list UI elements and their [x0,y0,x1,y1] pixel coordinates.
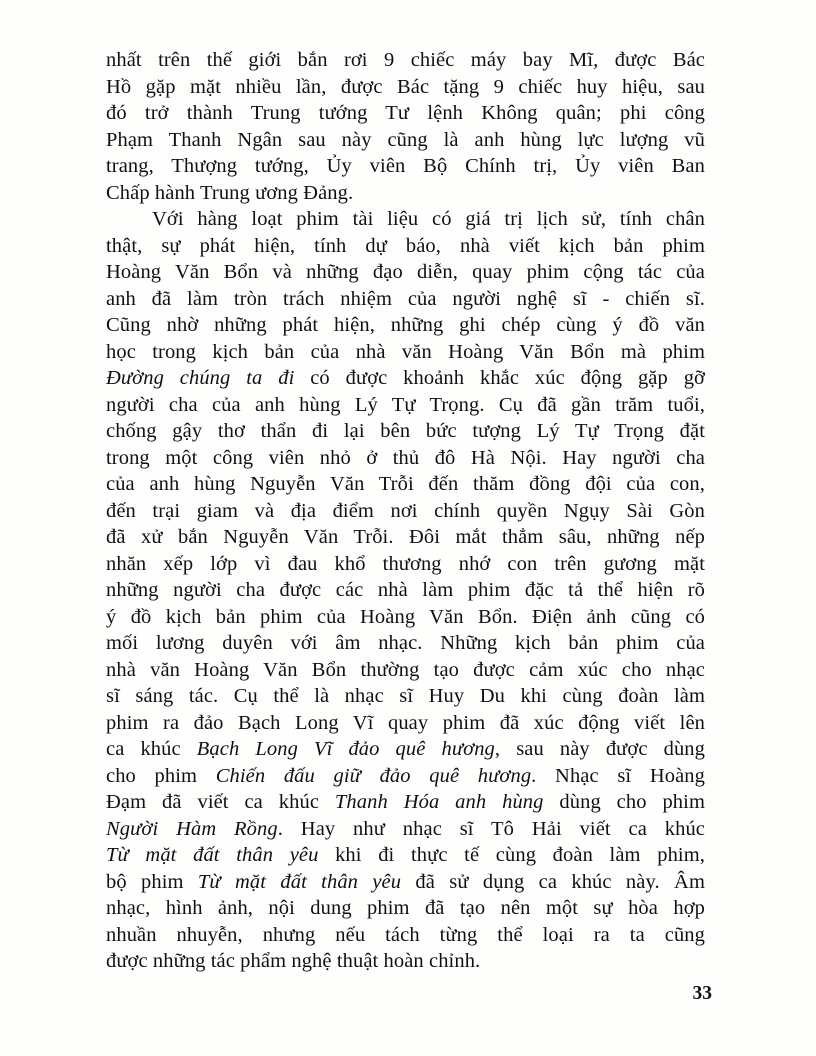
text-line [106,74,705,101]
text-run: sĩ sáng tác. Cụ thể là nhạc sĩ Huy Du khi cùng đoàn làm [106,685,705,707]
italic-text-run: Người Hàm Rồng [106,817,278,840]
text-run: đã sử dụng ca khúc này. Âm [401,870,705,893]
text-run: nhạc, hình ảnh, nội dung phim đã tạo nên một sự hòa hợp [106,897,705,919]
text-run: phim ra đảo Bạch Long Vĩ quay phim đã xúc động viết lên [106,711,705,734]
text-line [106,763,705,790]
text-line [106,365,705,392]
text-run: ca khúc [106,738,197,760]
text-run: Hoàng Văn Bổn và những đạo diễn, quay phim cộng tác của [106,261,705,283]
text-run: được những tác phẩm nghệ thuật hoàn chỉnh. [106,950,481,972]
text-run: Phạm Thanh Ngân sau này cũng là anh hùng lực lượng vũ [106,128,705,151]
text-line [106,657,705,684]
text-run: anh đã làm tròn trách nhiệm của người nghệ sĩ - chiến sĩ. [106,287,705,310]
text-line [106,524,705,551]
text-run: dùng cho phim [543,791,705,813]
text-run: . Nhạc sĩ Hoàng [531,764,705,787]
text-run: ý đồ kịch bản phim của Hoàng Văn Bổn. Điện ảnh cũng có [106,605,705,628]
text-line [106,471,705,498]
text-line [106,180,705,207]
text-line [106,604,705,631]
text-line [106,948,705,975]
text-run: đó trở thành Trung tướng Tư lệnh Không quân; phi công [106,102,705,124]
text-line [106,710,705,737]
text-run: đã xử bắn Nguyễn Văn Trỗi. Đôi mắt thẳm sâu, những nếp [106,526,705,548]
italic-text-run: Từ mặt đất thân yêu [197,870,402,893]
text-run: . Hay như nhạc sĩ Tô Hải viết ca khúc [277,817,705,840]
text-line [106,551,705,578]
text-line [106,312,705,339]
text-line [106,127,705,154]
text-line [106,286,705,313]
text-line [106,339,705,366]
text-run: có được khoảnh khắc xúc động gặp gỡ [294,367,705,389]
text-line [106,577,705,604]
text-line [106,816,705,843]
text-line [106,418,705,445]
text-run: Cũng nhờ những phát hiện, những ghi chép cùng ý đồ văn [106,314,705,336]
paragraph [106,47,705,206]
text-line [106,206,705,233]
text-line [106,498,705,525]
text-line [106,922,705,949]
text-run: nhà văn Hoàng Văn Bổn thường tạo được cảm xúc cho nhạc [106,658,705,681]
italic-text-run: Chiến đấu giữ đảo quê hương [215,764,532,787]
text-line [106,259,705,286]
text-run: mối lương duyên với âm nhạc. Những kịch bản phim của [106,632,705,654]
italic-text-run: Đường chúng ta đi [106,367,295,389]
text-run: Đạm đã viết ca khúc [106,791,335,813]
paragraph [106,206,705,975]
text-line [106,392,705,419]
text-run: những người cha được các nhà làm phim đặc tả thể hiện rõ [106,579,705,601]
text-run: chống gậy thơ thẩn đi lại bên bức tượng Lý Tự Trọng đặt [106,420,705,442]
text-run: khi đi thực tế cùng đoàn làm phim, [318,844,705,866]
text-run: nhuần nhuyễn, nhưng nếu tách từng thể loại ra ta cũng [106,923,705,946]
text-run: đến trại giam và địa điểm nơi chính quyền Ngụy Sài Gòn [106,499,705,522]
text-run: của anh hùng Nguyễn Văn Trỗi đến thăm đồng đội của con, [106,473,705,495]
text-line [106,842,705,869]
text-line [106,233,705,260]
text-run: nhất trên thế giới bắn rơi 9 chiếc máy bay Mĩ, được Bác [106,49,705,71]
text-run: Chấp hành Trung ương Đảng. [106,181,354,204]
text-run: học trong kịch bản của nhà văn Hoàng Văn Bổn mà phim [106,340,705,363]
text-run: nhăn xếp lớp vì đau khổ thương nhớ con trên gương mặt [106,552,705,575]
text-run: Với hàng loạt phim tài liệu có giá trị lịch sử, tính chân [152,208,705,230]
italic-text-run: Từ mặt đất thân yêu [106,844,319,866]
text-run: Hồ gặp mặt nhiều lần, được Bác tặng 9 chiếc huy hiệu, sau [106,75,705,98]
text-run: trong một công viên nhỏ ở thủ đô Hà Nội. Hay người cha [106,446,705,469]
text-run: cho phim [106,764,216,787]
text-line [106,789,705,816]
italic-text-run: Thanh Hóa anh hùng [334,791,544,813]
italic-text-run: Bạch Long Vĩ đảo quê hương [196,738,495,760]
text-line [106,895,705,922]
text-line [106,869,705,896]
text-line [106,630,705,657]
page-number: 33 [692,983,712,1004]
text-line [106,683,705,710]
text-line [106,47,705,74]
text-run: bộ phim [106,870,198,893]
text-run: , sau này được dùng [494,738,705,760]
text-line [106,736,705,763]
text-line [106,153,705,180]
text-run: thật, sự phát hiện, tính dự báo, nhà viết kịch bản phim [106,234,705,257]
text-line [106,100,705,127]
text-run: trang, Thượng tướng, Ủy viên Bộ Chính trị, Ủy viên Ban [106,155,705,177]
page-paragraphs [106,47,705,975]
text-line [106,445,705,472]
text-run: người cha của anh hùng Lý Tự Trọng. Cụ đã gần trăm tuổi, [106,393,705,416]
